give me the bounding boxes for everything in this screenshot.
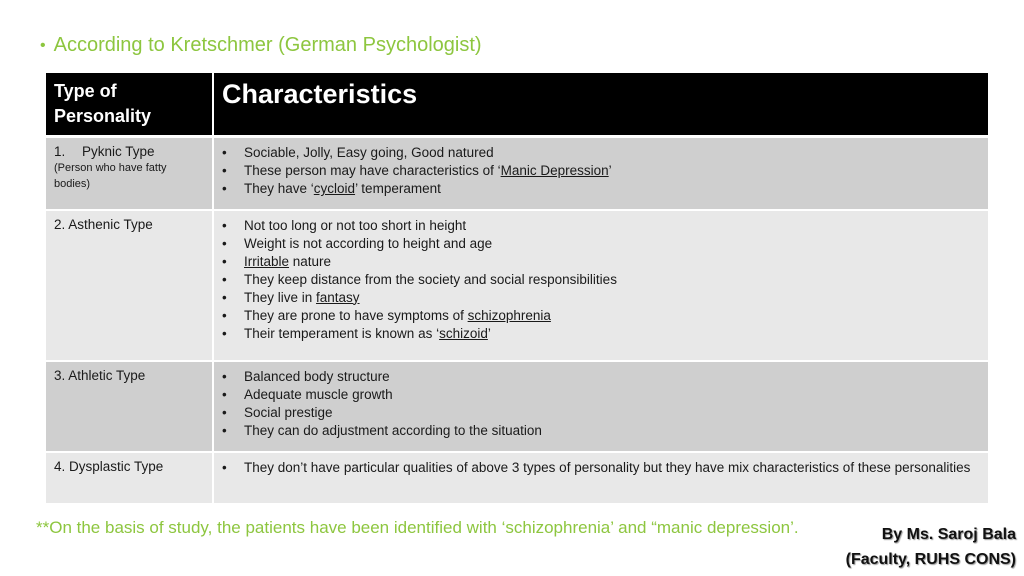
characteristics-cell (213, 137, 989, 210)
type-name: 4. Dysplastic Type (54, 458, 164, 474)
heading-text: According to Kretschmer (German Psychologist) (53, 34, 482, 56)
trait-item (244, 180, 980, 198)
underlined-term: cycloid (313, 181, 356, 196)
type-cell (46, 452, 213, 504)
trait-item: • Social prestige (244, 404, 980, 422)
characteristics-cell (213, 361, 989, 452)
table-row-athletic (46, 361, 989, 452)
trait-item: • Sociable, Jolly, Easy going, Good natured (244, 144, 980, 162)
header-characteristics: Characteristics (213, 73, 989, 137)
type-cell (46, 361, 213, 452)
underlined-term: schizoid (439, 325, 488, 341)
type-name: 3. Athletic Type (54, 367, 146, 383)
trait-item (244, 325, 980, 343)
type-number: 1. (54, 144, 66, 159)
type-name: 2. Asthenic Type (54, 216, 153, 232)
trait-list (222, 368, 980, 440)
credit-name: By Ms. Saroj Bala (881, 526, 1016, 543)
trait-text: ’ (608, 163, 612, 178)
type-name (54, 144, 204, 159)
personality-table (46, 73, 990, 505)
type-subtitle: (Person who have fatty bodies) (54, 162, 167, 190)
trait-text: Their temperament is known as ‘ (244, 325, 440, 341)
trait-item (244, 253, 980, 271)
trait-text: ’ (487, 325, 491, 341)
trait-text: ’ temperament (355, 181, 441, 196)
type-label: Pyknic Type (82, 144, 155, 159)
trait-item (244, 307, 980, 325)
footer-note: **On the basis of study, the patients have been identified with ‘schizophrenia’ and “manic depression’. (36, 518, 799, 537)
trait-item: • Balanced body structure (244, 368, 980, 386)
characteristics-cell (213, 452, 989, 504)
trait-item: • They can do adjustment according to the situation (244, 422, 980, 440)
trait-item (244, 289, 980, 307)
characteristics-cell (213, 210, 989, 361)
author-credit (846, 522, 1016, 572)
table-header-row (46, 73, 989, 137)
trait-list (222, 459, 980, 477)
underlined-term: fantasy (316, 289, 360, 305)
underlined-term: Manic Depression (500, 163, 609, 178)
type-cell (46, 137, 213, 210)
trait-item (244, 162, 980, 180)
trait-item: • They don’t have particular qualities of above 3 types of personality but they have mix characteristics of these personalities (244, 459, 980, 477)
trait-item: • Weight is not according to height and age (244, 235, 980, 253)
trait-text: nature (289, 253, 332, 269)
trait-text: They are prone to have symptoms of (244, 307, 468, 323)
trait-item: • They keep distance from the society and social responsibilities (244, 271, 980, 289)
credit-affiliation: (Faculty, RUHS CONS) (845, 551, 1016, 568)
trait-list (222, 217, 980, 343)
table-row-dysplastic (46, 452, 989, 504)
slide-heading (40, 34, 482, 57)
table-row-pyknic (46, 137, 989, 210)
underlined-term: Irritable (244, 253, 290, 269)
heading-bullet: • (40, 36, 46, 54)
trait-item: • Adequate muscle growth (244, 386, 980, 404)
trait-item: • Not too long or not too short in height (244, 217, 980, 235)
header-type-of-personality: Type of Personality (46, 73, 213, 137)
table-row-asthenic (46, 210, 989, 361)
type-cell (46, 210, 213, 361)
trait-text: They live in (244, 289, 317, 305)
underlined-term: schizophrenia (467, 307, 551, 323)
trait-list (222, 144, 980, 198)
trait-text: These person may have characteristics of ‘ (244, 163, 501, 178)
trait-text: They have ‘ (244, 181, 314, 196)
